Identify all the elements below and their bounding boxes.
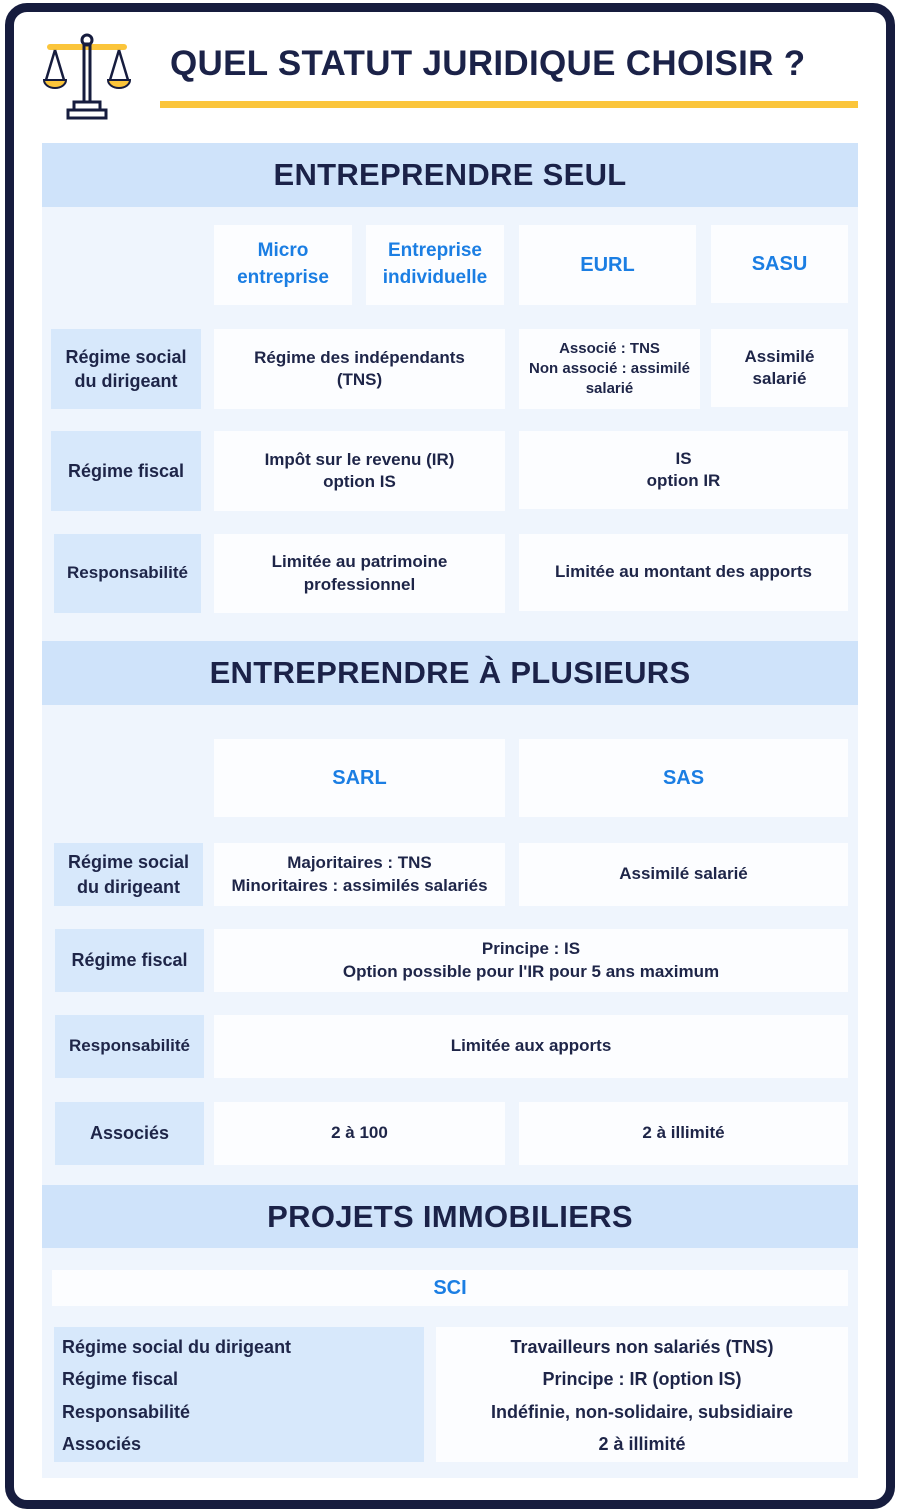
- cell-fiscal-is: IS option IR: [519, 431, 848, 509]
- cell-resp-patrimoine: Limitée au patrimoine professionnel: [214, 534, 505, 613]
- sci-label-regime-social: Régime social du dirigeant: [62, 1336, 292, 1357]
- scales-of-justice-icon: [42, 32, 132, 122]
- row-label-responsabilite: Responsabilité: [54, 534, 201, 613]
- column-header-sasu: SASU: [711, 225, 848, 303]
- sci-labels: [54, 1327, 424, 1462]
- sci-value-regime-social: Travailleurs non salariés (TNS): [510, 1336, 774, 1357]
- column-header-entreprise-individuelle: Entreprise individuelle: [366, 225, 504, 305]
- column-header-sarl: SARL: [214, 739, 505, 817]
- row-label-regime-social: Régime social du dirigeant: [51, 329, 201, 409]
- cell-associes-sas: 2 à illimité: [519, 1102, 848, 1165]
- cell-social-sarl: Majoritaires : TNS Minoritaires : assimilés salariés: [214, 843, 505, 906]
- cell-fiscal-ir: Impôt sur le revenu (IR) option IS: [214, 431, 505, 511]
- section-title-immobiliers: PROJETS IMMOBILIERS: [42, 1185, 858, 1248]
- sci-value-responsabilite: Indéfinie, non-solidaire, subsidiaire: [490, 1401, 794, 1422]
- sci-label-associes: Associés: [62, 1434, 142, 1455]
- column-header-sci: SCI: [52, 1270, 848, 1306]
- title-underline: [160, 101, 858, 108]
- column-header-micro-entreprise: Micro entreprise: [214, 225, 352, 305]
- sci-label-responsabilite: Responsabilité: [62, 1401, 191, 1422]
- row-label-regime-fiscal-plusieurs: Régime fiscal: [55, 929, 204, 992]
- column-header-eurl: EURL: [519, 225, 696, 305]
- cell-resp-apports: Limitée au montant des apports: [519, 534, 848, 611]
- cell-social-independants: Régime des indépendants (TNS): [214, 329, 505, 409]
- cell-social-sas: Assimilé salarié: [519, 843, 848, 906]
- cell-social-sasu: Assimilé salarié: [711, 329, 848, 407]
- cell-associes-sarl: 2 à 100: [214, 1102, 505, 1165]
- cell-fiscal-plusieurs: Principe : IS Option possible pour l'IR pour 5 ans maximum: [214, 929, 848, 992]
- sci-label-regime-fiscal: Régime fiscal: [62, 1369, 179, 1390]
- row-label-regime-social-plusieurs: Régime social du dirigeant: [54, 843, 203, 906]
- page-title: QUEL STATUT JURIDIQUE CHOISIR ?: [170, 44, 806, 83]
- row-label-responsabilite-plusieurs: Responsabilité: [55, 1015, 204, 1078]
- section-title-plusieurs: ENTREPRENDRE À PLUSIEURS: [42, 641, 858, 705]
- sci-value-associes: 2 à illimité: [598, 1434, 686, 1455]
- row-label-associes: Associés: [55, 1102, 204, 1165]
- column-header-sas: SAS: [519, 739, 848, 817]
- cell-resp-plusieurs: Limitée aux apports: [214, 1015, 848, 1078]
- row-label-regime-fiscal: Régime fiscal: [51, 431, 201, 511]
- sci-values: [436, 1327, 848, 1462]
- cell-social-eurl: Associé : TNS Non associé : assimilé salarié: [519, 329, 700, 409]
- section-title-seul: ENTREPRENDRE SEUL: [42, 143, 858, 207]
- sci-value-regime-fiscal: Principe : IR (option IS): [542, 1369, 742, 1390]
